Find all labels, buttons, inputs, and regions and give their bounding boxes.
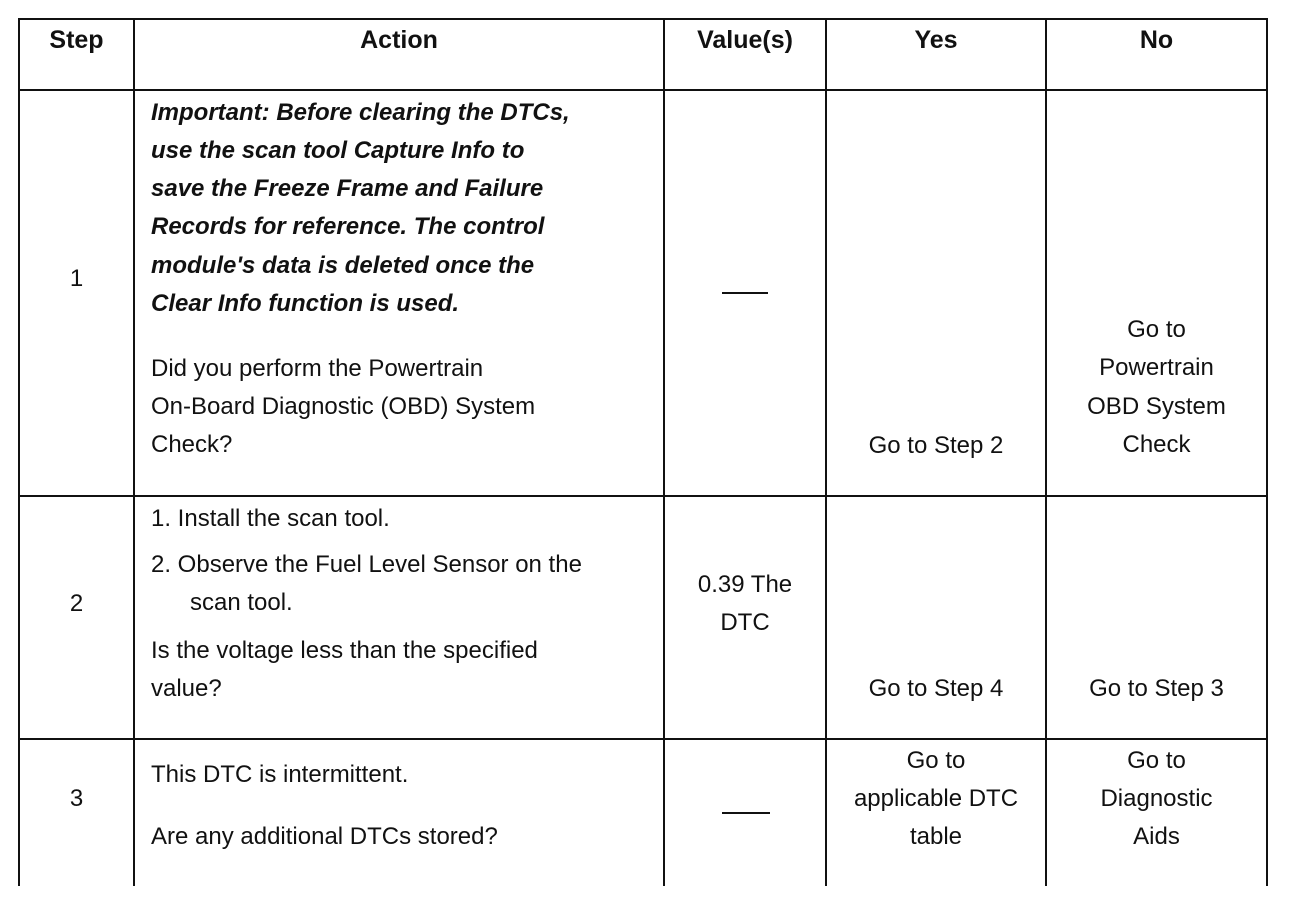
header-action: Action: [360, 26, 438, 54]
row3-yes-line2: applicable DTC: [853, 785, 1019, 812]
table-right-border: [1266, 18, 1268, 886]
row1-no-line2: Powertrain: [1099, 354, 1214, 381]
row3-action-line1: This DTC is intermittent.: [151, 761, 409, 788]
row1-no-line1: Go to: [1127, 316, 1186, 343]
row1-important-line1: Important: Before clearing the DTCs,: [151, 99, 570, 126]
row1-no-line3: OBD System: [1087, 393, 1226, 420]
row2-value-line2: DTC: [720, 609, 770, 636]
row1-yes: Go to Step 2: [868, 432, 1004, 459]
row1-question-line3: Check?: [151, 431, 233, 458]
row2-yes: Go to Step 4: [868, 675, 1004, 702]
row3-action-line2: Are any additional DTCs stored?: [151, 823, 498, 850]
row3-step: 3: [69, 785, 84, 812]
table-top-border: [18, 18, 1268, 20]
header-no: No: [1139, 26, 1174, 54]
row2-action-item2-line2: scan tool.: [190, 589, 293, 616]
row1-important-line3: save the Freeze Frame and Failure: [151, 175, 544, 202]
row1-question-line1: Did you perform the Powertrain: [151, 355, 484, 382]
row1-bottom-border: [18, 495, 1268, 497]
row1-important-line2: use the scan tool Capture Info to: [151, 137, 525, 164]
row1-question-line2: On-Board Diagnostic (OBD) System: [151, 393, 536, 420]
row1-important-line6: Clear Info function is used.: [151, 290, 460, 317]
row3-no-line3: Aids: [1133, 823, 1180, 850]
row2-action-item1: 1. Install the scan tool.: [151, 505, 390, 532]
row3-no-line1: Go to: [1127, 747, 1186, 774]
col-divider-step-action: [133, 18, 135, 886]
col-divider-action-value: [663, 18, 665, 886]
row3-value-dash: [722, 812, 770, 814]
header-bottom-border: [18, 89, 1268, 91]
row1-important-line5: module's data is deleted once the: [151, 252, 535, 279]
header-yes: Yes: [914, 26, 958, 54]
row2-question-line2: value?: [151, 675, 222, 702]
row1-value-dash: [722, 292, 768, 294]
row1-step: 1: [69, 265, 84, 292]
row1-important-line4: Records for reference. The control: [151, 213, 545, 240]
row3-yes-line3: table: [909, 823, 963, 850]
row2-question-line1: Is the voltage less than the specified: [151, 637, 538, 664]
row2-bottom-border: [18, 738, 1268, 740]
header-values: Value(s): [697, 26, 793, 54]
row2-no: Go to Step 3: [1089, 675, 1224, 702]
table-left-border: [18, 18, 20, 886]
row1-no-line4: Check: [1122, 431, 1191, 458]
row2-action-item2-line1: 2. Observe the Fuel Level Sensor on the: [151, 551, 582, 578]
row2-step: 2: [69, 590, 84, 617]
header-step: Step: [49, 26, 104, 54]
row3-yes-line1: Go to: [906, 747, 966, 774]
row2-value-line1: 0.39 The: [697, 571, 793, 598]
row3-no-line2: Diagnostic: [1100, 785, 1213, 812]
